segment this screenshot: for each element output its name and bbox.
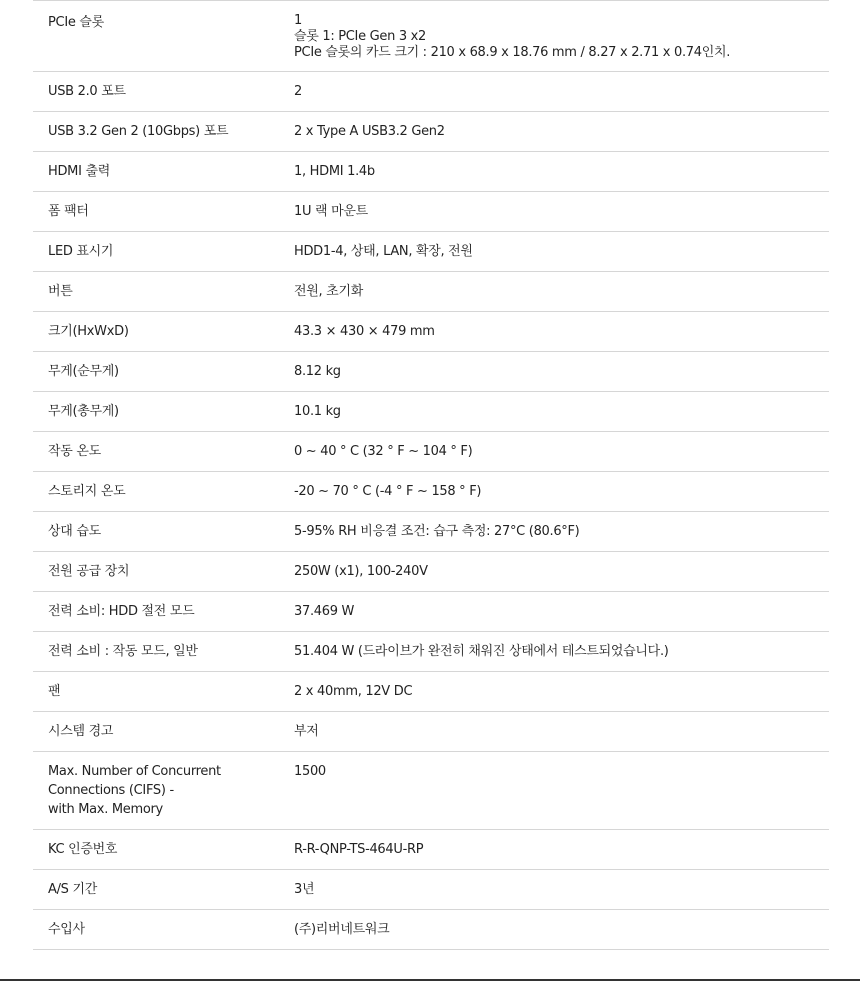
spec-label: 수입사 [33,910,294,950]
spec-value: 37.469 W [294,592,829,632]
spec-label: 전력 소비 : 작동 모드, 일반 [33,632,294,672]
spec-row-dimensions [33,312,829,352]
spec-row-fan [33,672,829,712]
spec-row-net-weight [33,352,829,392]
spec-value: 1U 랙 마운트 [294,192,829,232]
spec-value: 10.1 kg [294,392,829,432]
spec-row-usb2 [33,72,829,112]
spec-row-pcie-slot [33,1,829,72]
spec-label: 전력 소비: HDD 절전 모드 [33,592,294,632]
spec-value: R-R-QNP-TS-464U-RP [294,830,829,870]
spec-label: 폼 팩터 [33,192,294,232]
spec-value: 전원, 초기화 [294,272,829,312]
spec-value: 2 x 40mm, 12V DC [294,672,829,712]
spec-label: 스토리지 온도 [33,472,294,512]
spec-label: USB 3.2 Gen 2 (10Gbps) 포트 [33,112,294,152]
spec-value: 2 x Type A USB3.2 Gen2 [294,112,829,152]
spec-label: USB 2.0 포트 [33,72,294,112]
spec-value: 3년 [294,870,829,910]
spec-label: 시스템 경고 [33,712,294,752]
spec-value: -20 ~ 70 ° C (-4 ° F ~ 158 ° F) [294,472,829,512]
spec-row-power-supply [33,552,829,592]
spec-label: HDMI 출력 [33,152,294,192]
spec-value: HDD1-4, 상태, LAN, 확장, 전원 [294,232,829,272]
spec-label: PCIe 슬롯 [33,1,294,72]
bottom-divider [0,979,860,981]
spec-row-buttons [33,272,829,312]
spec-label: Max. Number of Concurrent Connections (CIFS) - with Max. Memory [33,752,294,830]
spec-row-hdmi [33,152,829,192]
spec-row-kc-cert [33,830,829,870]
spec-value: 1, HDMI 1.4b [294,152,829,192]
spec-row-system-warning [33,712,829,752]
spec-label: 버튼 [33,272,294,312]
spec-row-operating-temp [33,432,829,472]
spec-row-form-factor [33,192,829,232]
spec-row-importer [33,910,829,950]
spec-label: KC 인증번호 [33,830,294,870]
spec-row-humidity [33,512,829,552]
spec-value: 51.404 W (드라이브가 완전히 채워진 상태에서 테스트되었습니다.) [294,632,829,672]
spec-row-max-connections [33,752,829,830]
spec-value: 1 슬롯 1: PCIe Gen 3 x2 PCIe 슬롯의 카드 크기 : 210 x 68.9 x 18.76 mm / 8.27 x 2.71 x 0.74인치. [294,1,829,72]
spec-row-power-operating [33,632,829,672]
spec-value: 250W (x1), 100-240V [294,552,829,592]
spec-value: 2 [294,72,829,112]
spec-label: 상대 습도 [33,512,294,552]
spec-value: (주)리버네트워크 [294,910,829,950]
spec-row-led [33,232,829,272]
spec-label: 작동 온도 [33,432,294,472]
spec-value: 부저 [294,712,829,752]
spec-label: 무게(총무게) [33,392,294,432]
spec-label: 크기(HxWxD) [33,312,294,352]
spec-label: 전원 공급 장치 [33,552,294,592]
spec-label: 팬 [33,672,294,712]
spec-row-storage-temp [33,472,829,512]
spec-row-gross-weight [33,392,829,432]
spec-value: 5-95% RH 비응결 조건: 습구 측정: 27°C (80.6°F) [294,512,829,552]
spec-row-as-period [33,870,829,910]
spec-value: 1500 [294,752,829,830]
spec-value: 8.12 kg [294,352,829,392]
spec-label: A/S 기간 [33,870,294,910]
spec-row-power-sleep [33,592,829,632]
spec-row-usb32 [33,112,829,152]
spec-table [33,0,829,950]
spec-label: 무게(순무게) [33,352,294,392]
spec-value: 43.3 × 430 × 479 mm [294,312,829,352]
spec-value: 0 ~ 40 ° C (32 ° F ~ 104 ° F) [294,432,829,472]
spec-label: LED 표시기 [33,232,294,272]
